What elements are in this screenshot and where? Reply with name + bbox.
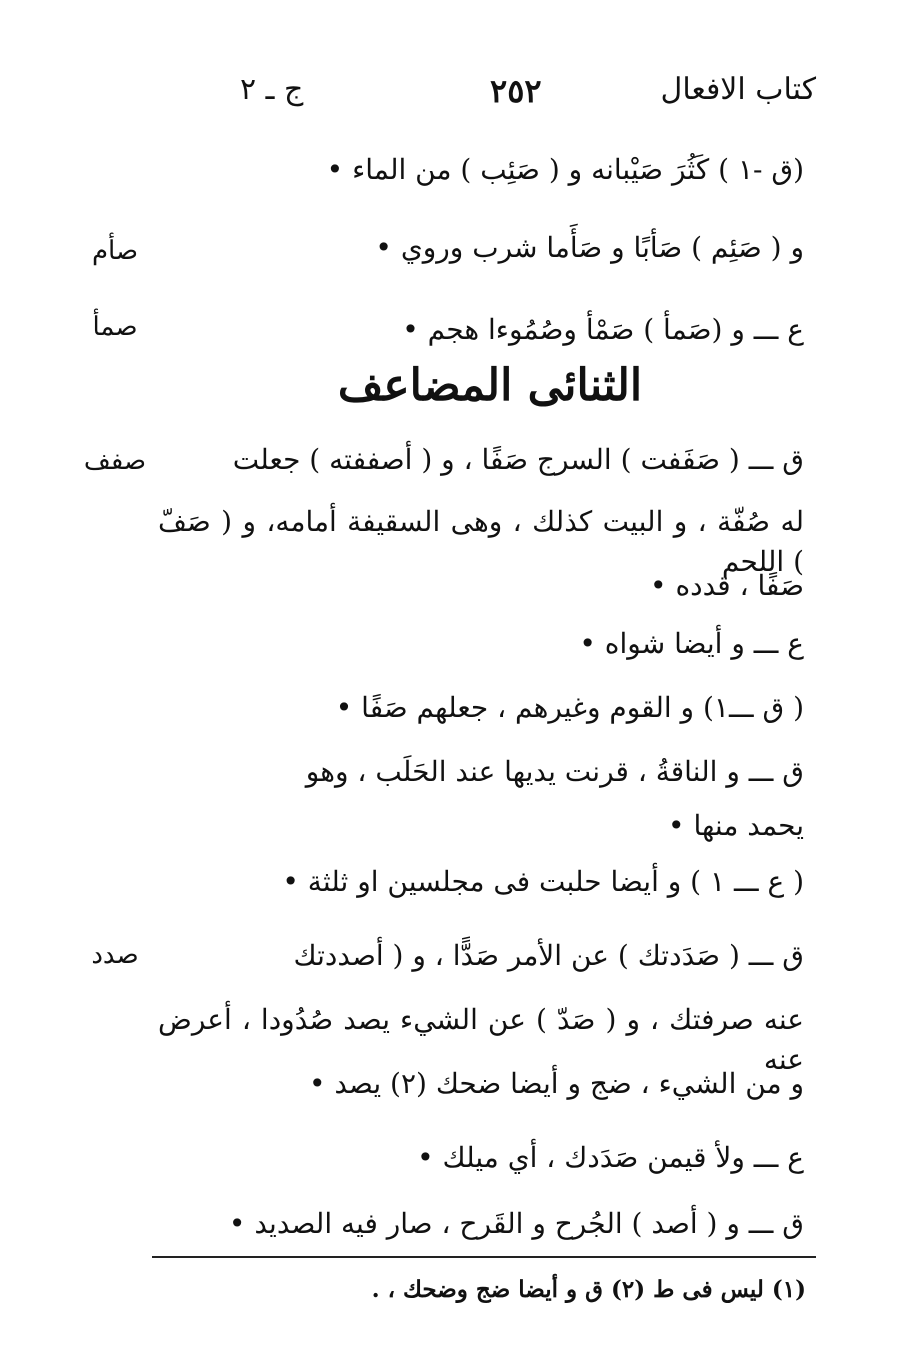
text-line: (ق -١ ) كَثُرَ صَيْبانه و ( صَئِب ) من الماء • [326,153,804,186]
margin-root-word: صأم [91,236,139,266]
text-line: و ( صَئِم ) صَأبًا و صَأَما شرب وروي • [375,231,804,264]
text-line: له صُفّة ، و البيت كذلك ، وهى السقيفة أمامه، و ( صَفّ ) اللحم [158,505,804,578]
text-line: ( ق ـــ١) و القوم وغيرهم ، جعلهم صَفًا • [335,691,804,724]
text-line: ق ـــ ( صَدَدتك ) عن الأمر صَدًّا ، و ( أصددتك [293,939,804,972]
running-header-title: كتاب الافعال [660,72,816,107]
section-heading: الثنائى المضاعف [337,360,643,411]
text-line: ق ـــ و ( أصد ) الجُرح و القَرح ، صار فيه الصديد • [228,1207,804,1240]
text-line: ع ـــ و (صَمأ ) صَمْأ وصُمُوءا هجم • [402,313,804,346]
margin-root-word: صمأ [92,312,138,342]
footnote: (١) ليس فى ط (٢) ق و أيضا ضج وضحك ، . [371,1276,806,1303]
text-line: و من الشيء ، ضج و أيضا ضحك (٢) يصد • [308,1067,804,1100]
text-line: عنه صرفتك ، و ( صَدّ ) عن الشيء يصد صُدُودا ، أعرض عنه [158,1003,804,1076]
volume-label: ج ـ ٢ [240,72,304,107]
text-line: ( ع ـــ ١ ) و أيضا حلبت فى مجلسين او ثلثة • [282,865,804,898]
text-line: صَفًا ، قدده • [650,569,804,602]
text-line: يحمد منها • [668,809,804,842]
footnote-rule [152,1256,816,1258]
text-line: ق ـــ و الناقةُ ، قرنت يديها عند الحَلَب ، وهو [305,755,804,788]
margin-root-word: صفف [83,446,147,476]
margin-root-word: صدد [91,940,139,970]
page-number: ٢٥٢ [490,72,542,110]
text-line: ق ـــ ( صَفَفت ) السرج صَفًا ، و ( أصففته ) جعلت [232,443,804,476]
text-line: ع ـــ و أيضا شواه • [579,627,804,660]
text-line: ع ـــ ولأ قيمن صَدَدك ، أي ميلك • [417,1141,804,1174]
